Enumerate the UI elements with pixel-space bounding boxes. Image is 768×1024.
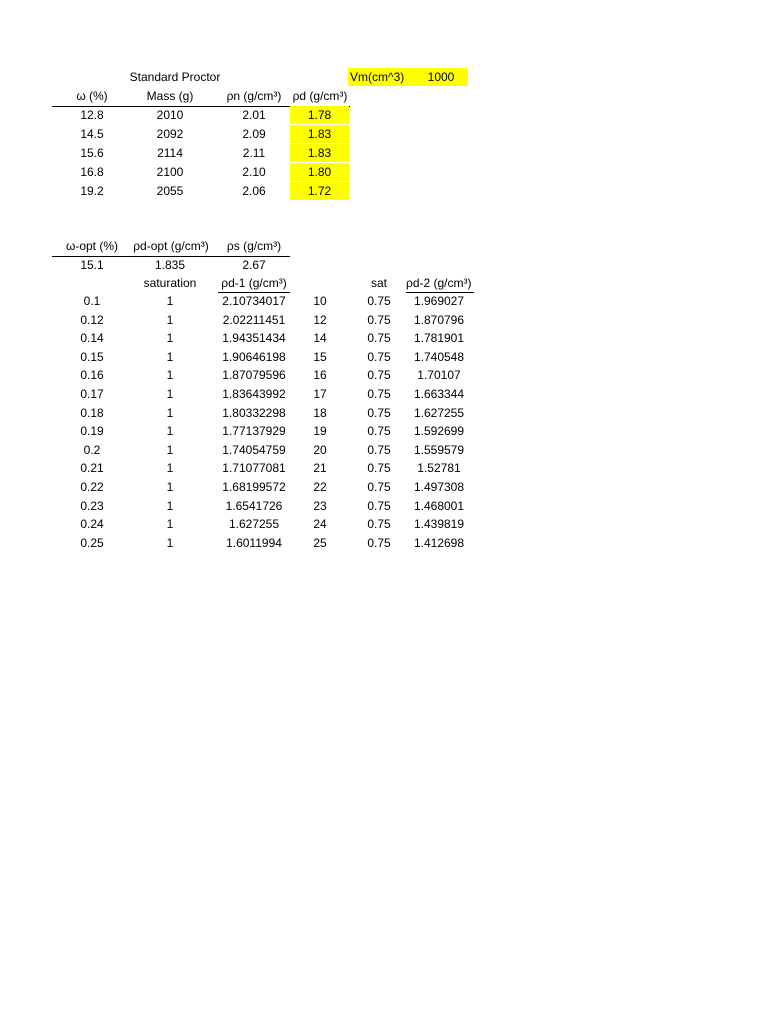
rho-d2-cell: 1.870796	[413, 313, 465, 327]
moisture-cell: 12.8	[80, 108, 104, 122]
rho-d1-cell: 1.94351434	[222, 331, 286, 345]
vm-label: Vm(cm^3)	[348, 68, 416, 86]
rho-d1-cell: 1.90646198	[222, 350, 286, 364]
rho-d-cell: 1.83	[290, 125, 349, 143]
rho-n-cell: 2.10	[242, 165, 266, 179]
moisture-percent-cell: 19	[313, 424, 327, 438]
optimum-rho-d-value: 1.835	[154, 258, 186, 272]
moisture-percent-cell: 10	[313, 294, 327, 308]
curves-header-rho-d2	[406, 274, 474, 292]
rho-d1-cell: 1.80332298	[222, 406, 286, 420]
saturation-cell: 1	[166, 424, 174, 438]
sat-cell: 0.75	[367, 387, 391, 401]
proctor-header-moisture: ω (%)	[76, 89, 108, 103]
mass-cell: 2100	[156, 165, 184, 179]
rho-d1-cell: 1.627255	[228, 517, 280, 531]
saturation-cell: 1	[166, 294, 174, 308]
mass-cell: 2092	[156, 127, 184, 141]
rho-d1-cell: 1.74054759	[222, 443, 286, 457]
rho-d-cell: 1.80	[290, 163, 349, 181]
saturation-cell: 1	[166, 387, 174, 401]
mass-cell: 2010	[156, 108, 184, 122]
rho-d2-cell: 1.969027	[413, 294, 465, 308]
saturation-cell: 1	[166, 443, 174, 457]
moisture-cell: 19.2	[80, 184, 104, 198]
rho-d1-cell: 1.87079596	[222, 368, 286, 382]
moisture-percent-cell: 24	[313, 517, 327, 531]
moisture-ratio-cell: 0.14	[80, 331, 104, 345]
moisture-ratio-cell: 0.18	[80, 406, 104, 420]
rho-d2-cell: 1.412698	[413, 536, 465, 550]
moisture-ratio-cell: 0.21	[80, 461, 104, 475]
sat-cell: 0.75	[367, 350, 391, 364]
rho-d2-cell: 1.559579	[413, 443, 465, 457]
sat-cell: 0.75	[367, 480, 391, 494]
saturation-cell: 1	[166, 368, 174, 382]
moisture-percent-cell: 16	[313, 368, 327, 382]
rho-d2-cell: 1.468001	[413, 499, 465, 513]
mass-cell: 2055	[156, 184, 184, 198]
curves-header-rho-d2-label: ρd-2 (g/cm³)	[406, 276, 472, 290]
rho-d2-cell: 1.52781	[417, 461, 461, 475]
proctor-header-rho-d: ρd (g/cm³)	[292, 89, 348, 103]
rho-d2-cell: 1.70107	[417, 368, 461, 382]
rho-d2-cell: 1.497308	[413, 480, 465, 494]
moisture-percent-cell: 12	[313, 313, 327, 327]
saturation-cell: 1	[166, 517, 174, 531]
rho-d1-cell: 2.10734017	[222, 294, 286, 308]
saturation-cell: 1	[166, 536, 174, 550]
saturation-cell: 1	[166, 480, 174, 494]
saturation-cell: 1	[166, 406, 174, 420]
moisture-cell: 14.5	[80, 127, 104, 141]
sheet-title: Standard Proctor	[129, 70, 221, 84]
moisture-ratio-cell: 0.12	[80, 313, 104, 327]
sat-cell: 0.75	[367, 536, 391, 550]
rho-d1-cell: 1.83643992	[222, 387, 286, 401]
moisture-ratio-cell: 0.2	[83, 443, 101, 457]
curves-header-saturation: saturation	[143, 276, 197, 290]
proctor-header-mass: Mass (g)	[146, 89, 194, 103]
moisture-ratio-cell: 0.25	[80, 536, 104, 550]
rho-d-cell: 1.83	[290, 144, 349, 162]
saturation-cell: 1	[166, 461, 174, 475]
optimum-moisture-value: 15.1	[80, 258, 104, 272]
moisture-percent-cell: 20	[313, 443, 327, 457]
curves-header-sat: sat	[370, 276, 387, 290]
saturation-cell: 1	[166, 499, 174, 513]
moisture-percent-cell: 18	[313, 406, 327, 420]
moisture-percent-cell: 22	[313, 480, 327, 494]
saturation-cell: 1	[166, 331, 174, 345]
moisture-ratio-cell: 0.16	[80, 368, 104, 382]
sat-cell: 0.75	[367, 424, 391, 438]
rho-d2-cell: 1.781901	[413, 331, 465, 345]
rho-n-cell: 2.06	[242, 184, 266, 198]
rho-d-cell: 1.78	[290, 106, 349, 124]
moisture-ratio-cell: 0.1	[83, 294, 101, 308]
proctor-header-rho-n: ρn (g/cm³)	[226, 89, 282, 103]
rho-d1-cell: 1.77137929	[222, 424, 286, 438]
vm-value: 1000	[414, 68, 468, 86]
rho-n-cell: 2.09	[242, 127, 266, 141]
sat-cell: 0.75	[367, 368, 391, 382]
moisture-cell: 15.6	[80, 146, 104, 160]
sat-cell: 0.75	[367, 517, 391, 531]
mass-cell: 2114	[157, 146, 183, 160]
moisture-ratio-cell: 0.24	[80, 517, 104, 531]
sat-cell: 0.75	[367, 443, 391, 457]
rho-d1-cell: 1.6011994	[226, 536, 282, 550]
moisture-ratio-cell: 0.22	[80, 480, 104, 494]
rho-s-value: 2.67	[242, 258, 266, 272]
moisture-ratio-cell: 0.15	[80, 350, 104, 364]
curves-header-rho-d1: ρd-1 (g/cm³)	[221, 276, 287, 290]
moisture-percent-cell: 15	[313, 350, 327, 364]
sat-cell: 0.75	[367, 294, 391, 308]
rho-d-cell: 1.72	[290, 182, 349, 200]
sat-cell: 0.75	[367, 461, 391, 475]
rho-d2-cell: 1.740548	[413, 350, 465, 364]
rho-d2-cell: 1.663344	[413, 387, 465, 401]
moisture-percent-cell: 17	[313, 387, 327, 401]
moisture-cell: 16.8	[80, 165, 104, 179]
rho-n-cell: 2.11	[242, 146, 266, 160]
sat-cell: 0.75	[367, 331, 391, 345]
sat-cell: 0.75	[367, 313, 391, 327]
rho-d1-cell: 1.71077081	[222, 461, 286, 475]
moisture-percent-cell: 21	[313, 461, 327, 475]
moisture-ratio-cell: 0.19	[80, 424, 104, 438]
optimum-header-rho-d: ρd-opt (g/cm³)	[133, 239, 209, 253]
sat-cell: 0.75	[367, 406, 391, 420]
optimum-header-rho-s: ρs (g/cm³)	[226, 239, 282, 253]
rho-d2-cell: 1.592699	[413, 424, 465, 438]
saturation-cell: 1	[166, 313, 174, 327]
moisture-percent-cell: 23	[313, 499, 327, 513]
rho-d2-cell: 1.439819	[413, 517, 465, 531]
rho-d2-cell: 1.627255	[413, 406, 465, 420]
optimum-header-moisture: ω-opt (%)	[65, 239, 119, 253]
sat-cell: 0.75	[367, 499, 391, 513]
saturation-cell: 1	[166, 350, 174, 364]
moisture-percent-cell: 14	[313, 331, 327, 345]
rho-d1-cell: 2.02211451	[222, 313, 286, 327]
moisture-percent-cell: 25	[313, 536, 327, 550]
rho-n-cell: 2.01	[242, 108, 266, 122]
rho-d1-cell: 1.68199572	[222, 480, 286, 494]
rho-d1-cell: 1.6541726	[225, 499, 283, 513]
moisture-ratio-cell: 0.23	[80, 499, 104, 513]
moisture-ratio-cell: 0.17	[80, 387, 104, 401]
